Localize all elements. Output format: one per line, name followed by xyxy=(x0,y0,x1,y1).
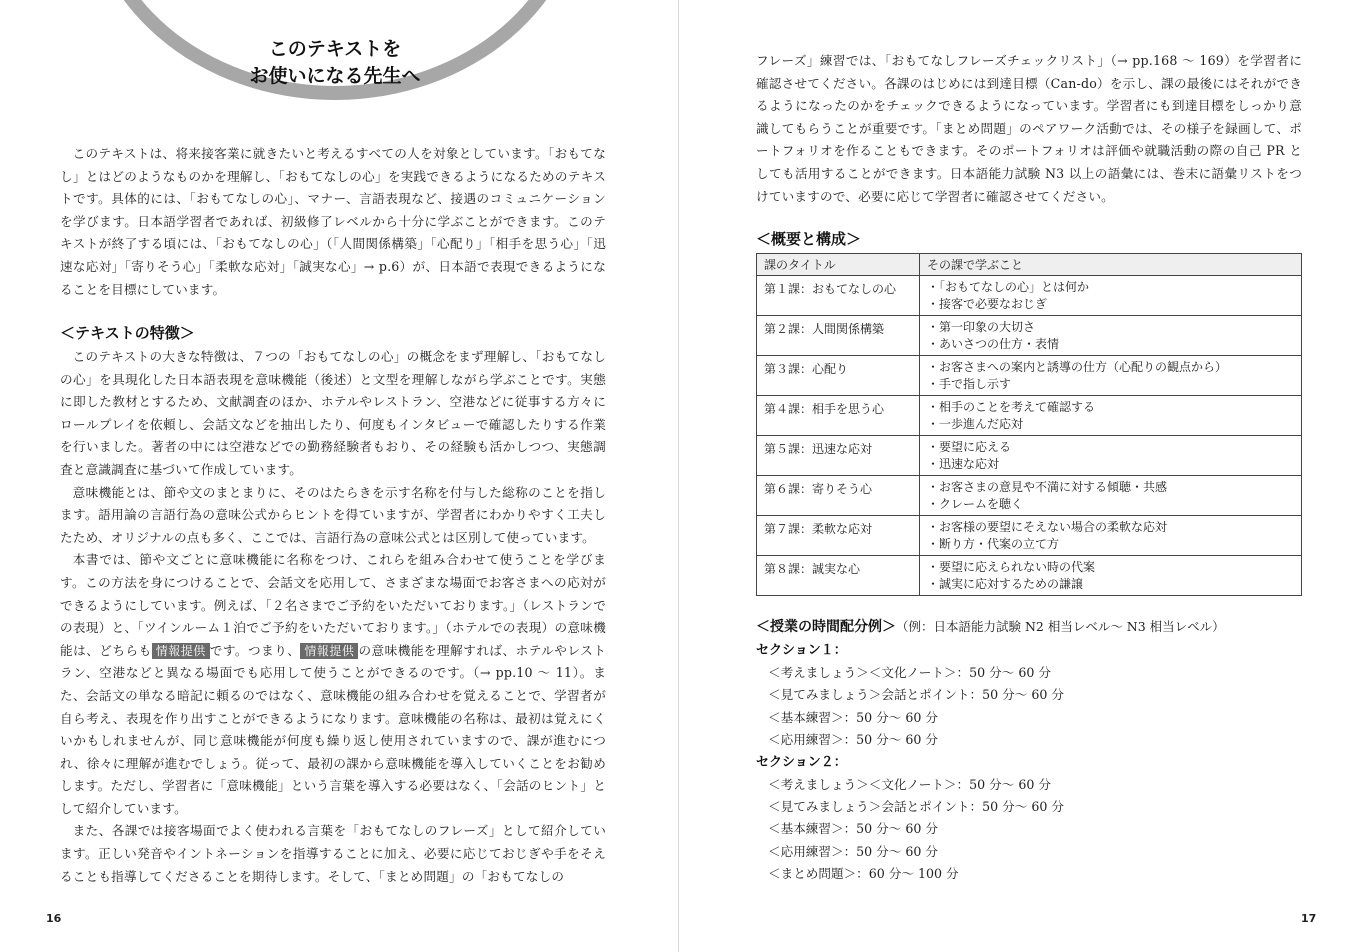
intro-section xyxy=(60,143,606,301)
overview-table-wrap xyxy=(756,253,1302,596)
page-title xyxy=(160,36,510,90)
intro-paragraph: このテキストは、将来接客業に就きたいと考えるすべての人を対象としています。「おもてなし」とはどのようなものかを理解し、「おもてなしの心」を実践できるようになるためのテキストです。具体的には、「おもてなしの心」、マナー、言語表現など、接遇のコミュニケーションを学びます。日本語学習者であれば、初級修了レベルから十分に学ぶことができます。このテキストが終了する頃には、「おもてなしの心」（「人間関係構築」「心配り」「相手を思う心」「迅速な応対」「寄りそう心」「柔軟な応対」「誠実な心」→ p.6）が、日本語で表現できるようになることを目標にしています。 xyxy=(60,146,606,297)
session-item: ＜基本練習＞：50 分～ 60 分 xyxy=(768,709,938,725)
table-row xyxy=(757,356,1302,396)
overview-table xyxy=(756,253,1302,596)
table-row xyxy=(757,436,1302,476)
feature-paragraph-4: また、各課では接客場面でよく使われる言葉を「おもてなしのフレーズ」として紹介しています。正しい発音やイントネーションを指導することに加え、必要に応じておじぎや手をそえることも指導してくださることを期待します。そして、「まとめ問題」の「おもてなしの xyxy=(60,823,606,884)
page-number-left: 16 xyxy=(46,912,62,925)
table-row xyxy=(757,556,1302,596)
sessions-list xyxy=(756,640,1302,886)
lesson-title-cell: 第８課：誠実な心 xyxy=(757,556,920,596)
lesson-item: ・断り方・代案の立て方 xyxy=(927,536,1060,551)
session-item: ＜まとめ問題＞：60 分～ 100 分 xyxy=(768,866,959,882)
lesson-title-cell: 第４課：相手を思う心 xyxy=(757,396,920,436)
lesson-item: ・第一印象の大切さ xyxy=(927,320,1036,334)
table-header-row xyxy=(757,254,1302,276)
lesson-title-cell: 第３課：心配り xyxy=(757,356,920,396)
lesson-item: ・誠実に応対するための謙譲 xyxy=(927,576,1084,591)
session-item: ＜応用練習＞：50 分～ 60 分 xyxy=(768,732,938,748)
lesson-item: ・迅速な応対 xyxy=(927,456,1000,471)
feature-paragraph-3 xyxy=(60,549,606,820)
lesson-content-cell xyxy=(920,396,1302,436)
lesson-item: ・お客様の要望にそえない場合の柔軟な応対 xyxy=(927,520,1168,534)
session-item: ＜応用練習＞：50 分～ 60 分 xyxy=(768,843,938,859)
lesson-content-cell xyxy=(920,276,1302,316)
lesson-title-cell: 第７課：柔軟な応対 xyxy=(757,516,920,556)
title-line-2: お使いになる先生へ xyxy=(249,65,421,87)
lesson-item: ・お客さまの意見や不満に対する傾聴・共感 xyxy=(927,480,1168,494)
page-number-right: 17 xyxy=(1301,912,1317,925)
lesson-content-cell xyxy=(920,436,1302,476)
lesson-item: ・一歩進んだ応対 xyxy=(927,416,1024,431)
session-title: セクション２： xyxy=(756,754,847,770)
lesson-content-cell xyxy=(920,316,1302,356)
continuation-section xyxy=(756,50,1302,208)
table-row xyxy=(757,396,1302,436)
lesson-content-cell xyxy=(920,356,1302,396)
lesson-title-cell: 第２課：人間関係構築 xyxy=(757,316,920,356)
right-page xyxy=(679,0,1358,952)
time-allocation-note: （例：日本語能力試験 N2 相当レベル～ N3 相当レベル） xyxy=(896,619,1225,634)
table-row xyxy=(757,316,1302,356)
session-item: ＜見てみましょう＞会話とポイント：50 分～ 60 分 xyxy=(768,687,1064,703)
title-line-1: このテキストを xyxy=(268,38,402,60)
session-item: ＜考えましょう＞＜文化ノート＞：50 分～ 60 分 xyxy=(768,665,1051,680)
lesson-content-cell xyxy=(920,556,1302,596)
time-allocation-heading: ＜授業の時間配分例＞ xyxy=(756,619,896,635)
continuation-paragraph: フレーズ」練習では、「おもてなしフレーズチェックリスト」（→ pp.168 ～ 169）を学習者に確認させてください。各課のはじめには到達目標（Can-do）を示し、課の最後にはそれができるようになったのかをチェックできるようになっています。学習者にも到達目標をしっかり意識してもらうことが重要です。「まとめ問題」のペアワーク活動では、その様子を録画して、ポートフォリオを作ることもできます。そのポートフォリオは評価や就職活動の際の自己 PR としても活用することができます。日本語能力試験 N3 以上の語彙には、巻末に語彙リストをつけていますので、必要に応じて学習者に確認させてください。 xyxy=(756,53,1302,204)
session-item: ＜基本練習＞：50 分～ 60 分 xyxy=(768,821,938,837)
feature-p3-part-a: 本書では、節や文ごとに意味機能に名称をつけ、これらを組み合わせて使うことを学びます。この方法を身につけることで、会話文を応用して、さまざまな場面でお客さまへの応対ができるようにしています。例えば、「２名さまでご予約をいただいております。」（レストランでの表現）と、「ツインルーム１泊でご予約をいただいております。」（ホテルでの表現）の意味機能は、どちらも xyxy=(60,552,606,658)
table-row xyxy=(757,476,1302,516)
time-allocation-header xyxy=(756,616,1225,636)
highlight-info-label-2: 情報提供 xyxy=(300,643,358,659)
lesson-item: ・接客で必要なおじぎ xyxy=(927,296,1048,311)
lesson-item: ・手で指し示す xyxy=(927,376,1012,391)
lesson-item: ・相手のことを考えて確認する xyxy=(927,400,1096,414)
lesson-content-cell xyxy=(920,516,1302,556)
lesson-title-cell: 第１課：おもてなしの心 xyxy=(757,276,920,316)
table-header-cell: その課で学ぶこと xyxy=(920,254,1302,276)
lesson-item: ・あいさつの仕方・表情 xyxy=(927,336,1060,351)
session-item: ＜考えましょう＞＜文化ノート＞：50 分～ 60 分 xyxy=(768,776,1051,792)
features-section xyxy=(60,346,606,888)
overview-heading: ＜概要と構成＞ xyxy=(756,230,862,248)
table-row xyxy=(757,516,1302,556)
feature-p3-part-c: の意味機能を理解すれば、ホテルやレストラン、空港などと異なる場面でも応用して使うことができるのです。（→ pp.10 ～ 11）。また、会話文の単なる暗記に頼るのではなく、意味機能の組み合わせを覚えることで、学習者が自ら考え、表現を作り出すことができるようになります。意味機能の名称は、最初は覚えにくいかもしれませんが、同じ意味機能が何度も繰り返し使用されていますので、課が進むにつれ、徐々に理解が進むでしょう。従って、最初の課から意味機能を導入していくことをお勧めします。ただし、学習者に「意味機能」という言葉を導入する必要はなく、「会話のヒント」として紹介しています。 xyxy=(60,642,606,816)
session-title: セクション１： xyxy=(756,643,847,658)
lesson-item: ・「おもてなしの心」とは何か xyxy=(927,280,1090,294)
feature-paragraph-1: このテキストの大きな特徴は、７つの「おもてなしの心」の概念をまず理解し、「おもてなしの心」を具現化した日本語表現を意味機能（後述）と文型を理解しながら学ぶことです。実態に即した教材とするため、文献調査のほか、ホテルやレストラン、空港などに従事する方々にロールプレイを依頼し、会話文などを抽出したり、何度もインタビューで確認したりする作業を行いました。著者の中には空港などでの勤務経験者もおり、その経験も活かしつつ、実態調査と意識調査に基づいて作成しています。 xyxy=(60,349,606,477)
lesson-item: ・要望に応えられない時の代案 xyxy=(927,560,1096,574)
table-row xyxy=(757,276,1302,316)
feature-paragraph-2: 意味機能とは、節や文のまとまりに、そのはたらきを示す名称を付与した総称のことを指します。語用論の言語行為の意味公式からヒントを得ていますが、学習者にわかりやすく工夫したため、オリジナルの点も多く、ここでは、言語行為の意味公式とは区別して使っています。 xyxy=(60,484,606,545)
lesson-content-cell xyxy=(920,476,1302,516)
lesson-item: ・要望に応える xyxy=(927,440,1012,454)
features-heading: ＜テキストの特徴＞ xyxy=(60,324,195,342)
features-heading-wrap xyxy=(60,322,606,343)
session-item: ＜見てみましょう＞会話とポイント：50 分～ 60 分 xyxy=(768,799,1064,815)
lesson-title-cell: 第６課：寄りそう心 xyxy=(757,476,920,516)
table-header-cell: 課のタイトル xyxy=(757,254,920,276)
lesson-title-cell: 第５課：迅速な応対 xyxy=(757,436,920,476)
lesson-item: ・クレームを聴く xyxy=(927,496,1024,511)
feature-p3-part-b: です。つまり、 xyxy=(209,642,301,658)
highlight-info-label: 情報提供 xyxy=(152,643,210,659)
lesson-item: ・お客さまへの案内と誘導の仕方（心配りの観点から） xyxy=(927,360,1228,374)
